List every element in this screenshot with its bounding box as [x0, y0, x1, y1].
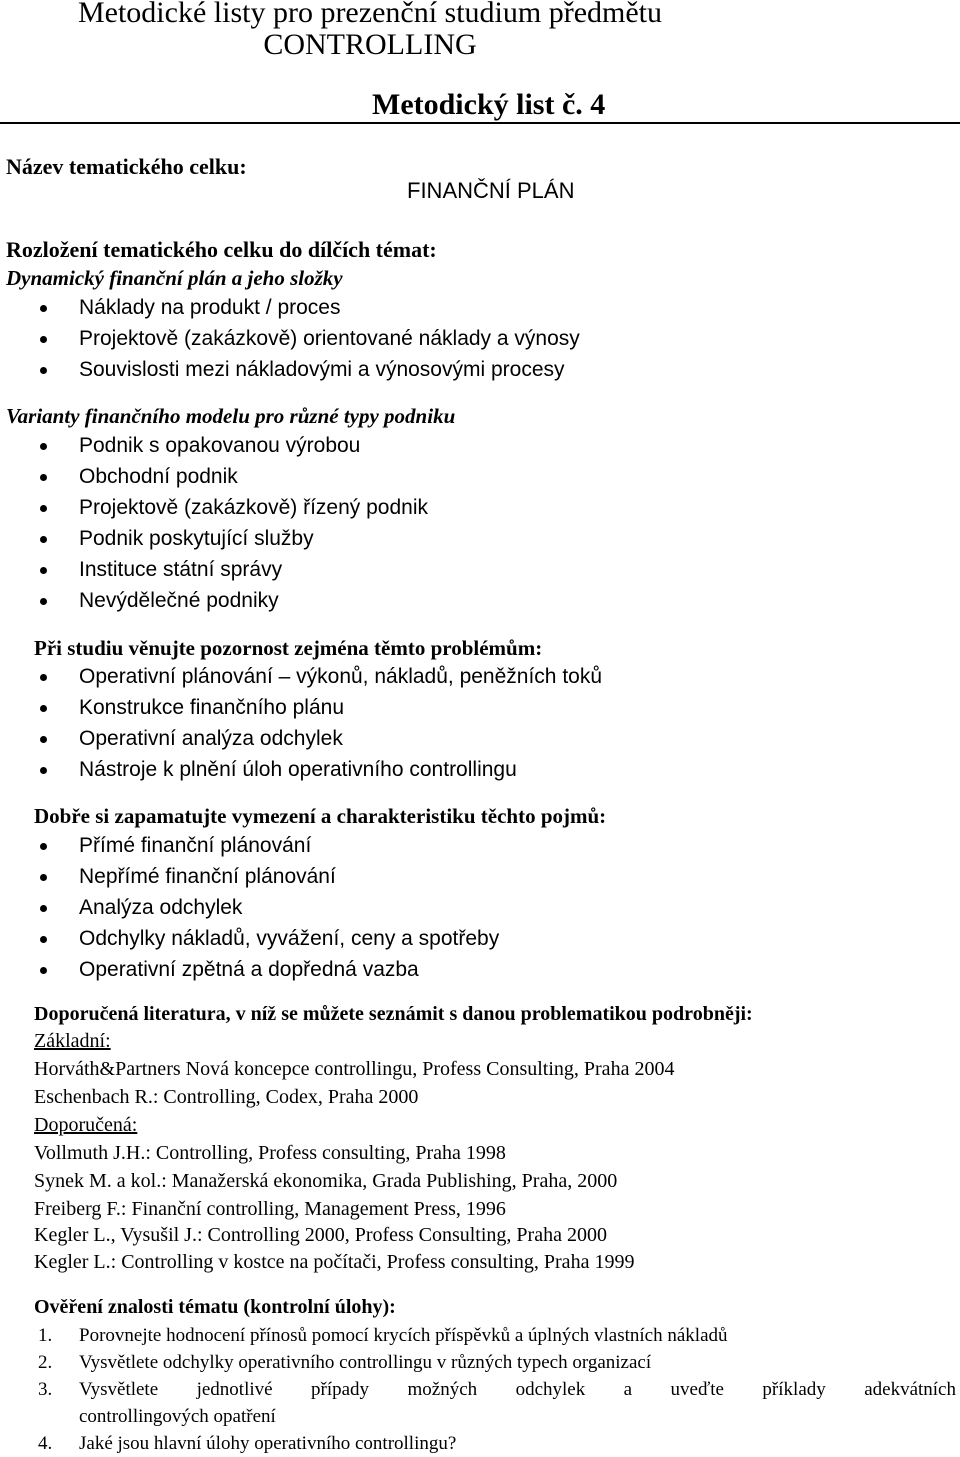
focus-heading: Při studiu věnujte pozornost zejména těmto problémům: — [34, 636, 543, 660]
topic-value: FINANČNÍ PLÁN — [407, 178, 575, 203]
breakdown-group2-list — [0, 430, 428, 616]
list-item: Přímé finanční plánování — [0, 830, 499, 861]
literature-item: Freiberg F.: Finanční controlling, Management Press, 1996 — [34, 1198, 506, 1220]
literature-basic-label: Základní: — [34, 1030, 111, 1052]
list-item: Obchodní podnik — [0, 461, 428, 492]
task-item — [34, 1349, 956, 1376]
document-title: Metodické listy pro prezenční studium předmětu — [77, 0, 663, 29]
list-item: Podnik poskytující služby — [0, 523, 428, 554]
list-item: Náklady na produkt / proces — [0, 292, 580, 323]
list-item: Operativní plánování – výkonů, nákladů, peněžních toků — [0, 661, 602, 692]
list-item: Nástroje k plnění úloh operativního controllingu — [0, 754, 602, 785]
task-item — [34, 1322, 956, 1349]
task-number: 2. — [38, 1352, 53, 1373]
task-number: 3. — [38, 1379, 53, 1400]
breakdown-heading: Rozložení tematického celku do dílčích témat: — [6, 237, 437, 262]
literature-item: Horváth&Partners Nová koncepce controllingu, Profess Consulting, Praha 2004 — [34, 1058, 675, 1080]
topic-label: Název tematického celku: — [6, 154, 247, 179]
list-item: Instituce státní správy — [0, 554, 428, 585]
breakdown-group2-title: Varianty finančního modelu pro různé typy podniku — [6, 404, 456, 428]
literature-item: Vollmuth J.H.: Controlling, Profess consulting, Praha 1998 — [34, 1142, 506, 1164]
list-item: Operativní zpětná a dopředná vazba — [0, 954, 499, 985]
literature-item: Eschenbach R.: Controlling, Codex, Praha 2000 — [34, 1086, 419, 1108]
list-item: Projektově (zakázkově) řízený podnik — [0, 492, 428, 523]
task-number: 4. — [38, 1433, 53, 1454]
task-item — [34, 1376, 956, 1430]
task-number: 1. — [38, 1325, 53, 1346]
list-item: Nepřímé finanční plánování — [0, 861, 499, 892]
terms-list — [0, 830, 499, 985]
task-text: Porovnejte hodnocení přínosů pomocí krycích příspěvků a úplných vlastních nákladů — [79, 1325, 728, 1346]
task-text: Vysvětlete jednotlivé případy možných odchylek a uveďte příklady adekvátních — [79, 1379, 956, 1400]
verification-heading: Ověření znalosti tématu (kontrolní úlohy): — [34, 1296, 396, 1318]
focus-list — [0, 661, 602, 785]
literature-heading: Doporučená literatura, v níž se můžete seznámit s danou problematikou podrobněji: — [34, 1003, 753, 1025]
list-item: Analýza odchylek — [0, 892, 499, 923]
list-item: Podnik s opakovanou výrobou — [0, 430, 428, 461]
sheet-number: Metodický list č. 4 — [372, 88, 606, 121]
literature-item: Kegler L., Vysušil J.: Controlling 2000, Profess Consulting, Praha 2000 — [34, 1224, 607, 1246]
task-text: Jaké jsou hlavní úlohy operativního controllingu? — [79, 1433, 457, 1454]
task-text: Vysvětlete odchylky operativního controllingu v různých typech organizací — [79, 1352, 652, 1373]
literature-item: Synek M. a kol.: Manažerská ekonomika, Grada Publishing, Praha, 2000 — [34, 1170, 618, 1192]
task-text-continued: controllingových opatření — [79, 1406, 276, 1427]
list-item: Nevýdělečné podniky — [0, 585, 428, 616]
list-item: Operativní analýza odchylek — [0, 723, 602, 754]
terms-heading: Dobře si zapamatujte vymezení a charakteristiku těchto pojmů: — [34, 804, 607, 828]
list-item: Konstrukce finančního plánu — [0, 692, 602, 723]
header-divider — [0, 122, 960, 124]
list-item: Projektově (zakázkově) orientované náklady a výnosy — [0, 323, 580, 354]
breakdown-group1-title: Dynamický finanční plán a jeho složky — [6, 266, 343, 290]
task-item — [34, 1430, 956, 1457]
verification-tasks — [34, 1322, 956, 1457]
literature-item: Kegler L.: Controlling v kostce na počítači, Profess consulting, Praha 1999 — [34, 1251, 635, 1273]
list-item: Odchylky nákladů, vyvážení, ceny a spotřeby — [0, 923, 499, 954]
course-name: CONTROLLING — [263, 28, 477, 61]
breakdown-group1-list — [0, 292, 580, 385]
list-item: Souvislosti mezi nákladovými a výnosovými procesy — [0, 354, 580, 385]
literature-recommended-label: Doporučená: — [34, 1114, 138, 1136]
